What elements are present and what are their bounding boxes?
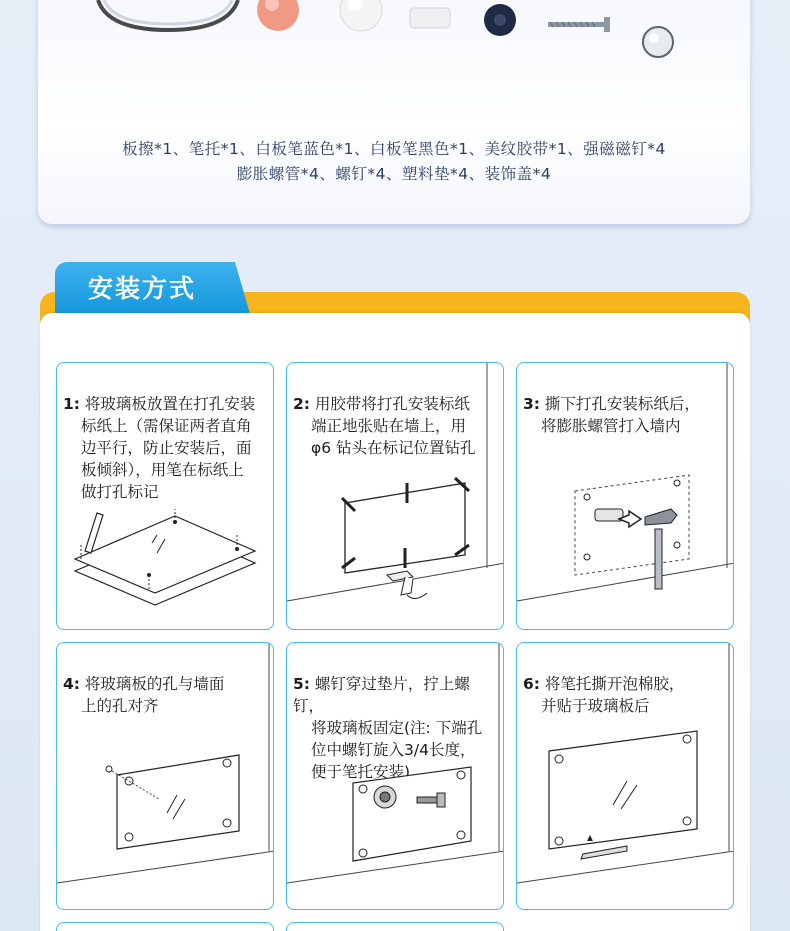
step-5-line: 便于笔托安装) bbox=[311, 763, 411, 781]
step-2-line: φ6 钻头在标记位置钻孔 bbox=[311, 439, 476, 457]
step-2-number: 2: bbox=[293, 395, 310, 413]
step-2-line: 用胶带将打孔安装标纸 bbox=[314, 395, 470, 413]
accessories-list-line1: 板擦*1、笔托*1、白板笔蓝色*1、白板笔黑色*1、美纹胶带*1、强磁磁钉*4 bbox=[122, 140, 666, 158]
step-5-line: 螺钉穿过垫片，拧上螺钉， bbox=[293, 675, 470, 715]
step-3-number: 3: bbox=[523, 395, 540, 413]
step-1-line: 板倾斜），用笔在标纸上 bbox=[81, 461, 244, 479]
step-1-number: 1: bbox=[63, 395, 80, 413]
accessories-list-line2: 膨胀螺管*4、螺钉*4、塑料垫*4、装饰盖*4 bbox=[236, 165, 552, 183]
step-5-line: 将玻璃板固定(注: 下端孔 bbox=[311, 719, 483, 737]
step-4-card bbox=[56, 642, 274, 910]
step-5-number: 5: bbox=[293, 675, 310, 693]
step-3-line: 撕下打孔安装标纸后， bbox=[544, 395, 700, 413]
accessories-card bbox=[38, 0, 750, 224]
step-1-line: 边平行，防止安装后，面 bbox=[81, 439, 252, 457]
section-title: 安装方式 bbox=[88, 274, 197, 303]
accessories-photo bbox=[38, 0, 750, 80]
step-3-line: 将膨胀螺管打入墙内 bbox=[541, 417, 681, 435]
step-1-line: 将玻璃板放置在打孔安装 bbox=[84, 395, 256, 413]
step-1-line: 标纸上（需保证两者直角 bbox=[81, 417, 252, 435]
step-3-illustration bbox=[517, 363, 734, 630]
step-1-illustration bbox=[57, 363, 274, 630]
step-4-line: 将玻璃板的孔与墙面 bbox=[84, 675, 225, 693]
step-5-card bbox=[286, 642, 504, 910]
step-1-line: 做打孔标记 bbox=[81, 483, 159, 501]
step-6-illustration bbox=[517, 643, 734, 910]
step-5-line: 位中螺钉旋入3/4长度， bbox=[311, 741, 476, 759]
step-2-card bbox=[286, 362, 504, 630]
step-8-card bbox=[286, 922, 504, 931]
step-2-illustration bbox=[287, 363, 504, 630]
step-6-card bbox=[516, 642, 734, 910]
step-5-illustration bbox=[287, 643, 504, 910]
step-3-card bbox=[516, 362, 734, 630]
step-6-line: 将笔托撕开泡棉胶， bbox=[544, 675, 685, 693]
step-4-illustration bbox=[57, 643, 274, 910]
step-6-number: 6: bbox=[523, 675, 540, 693]
step-6-line: 并贴于玻璃板后 bbox=[541, 697, 650, 715]
step-1-card bbox=[56, 362, 274, 630]
step-2-line: 端正地张贴在墙上，用 bbox=[311, 417, 467, 435]
step-4-line: 上的孔对齐 bbox=[81, 697, 159, 715]
step-7-card bbox=[56, 922, 274, 931]
step-4-number: 4: bbox=[63, 675, 80, 693]
